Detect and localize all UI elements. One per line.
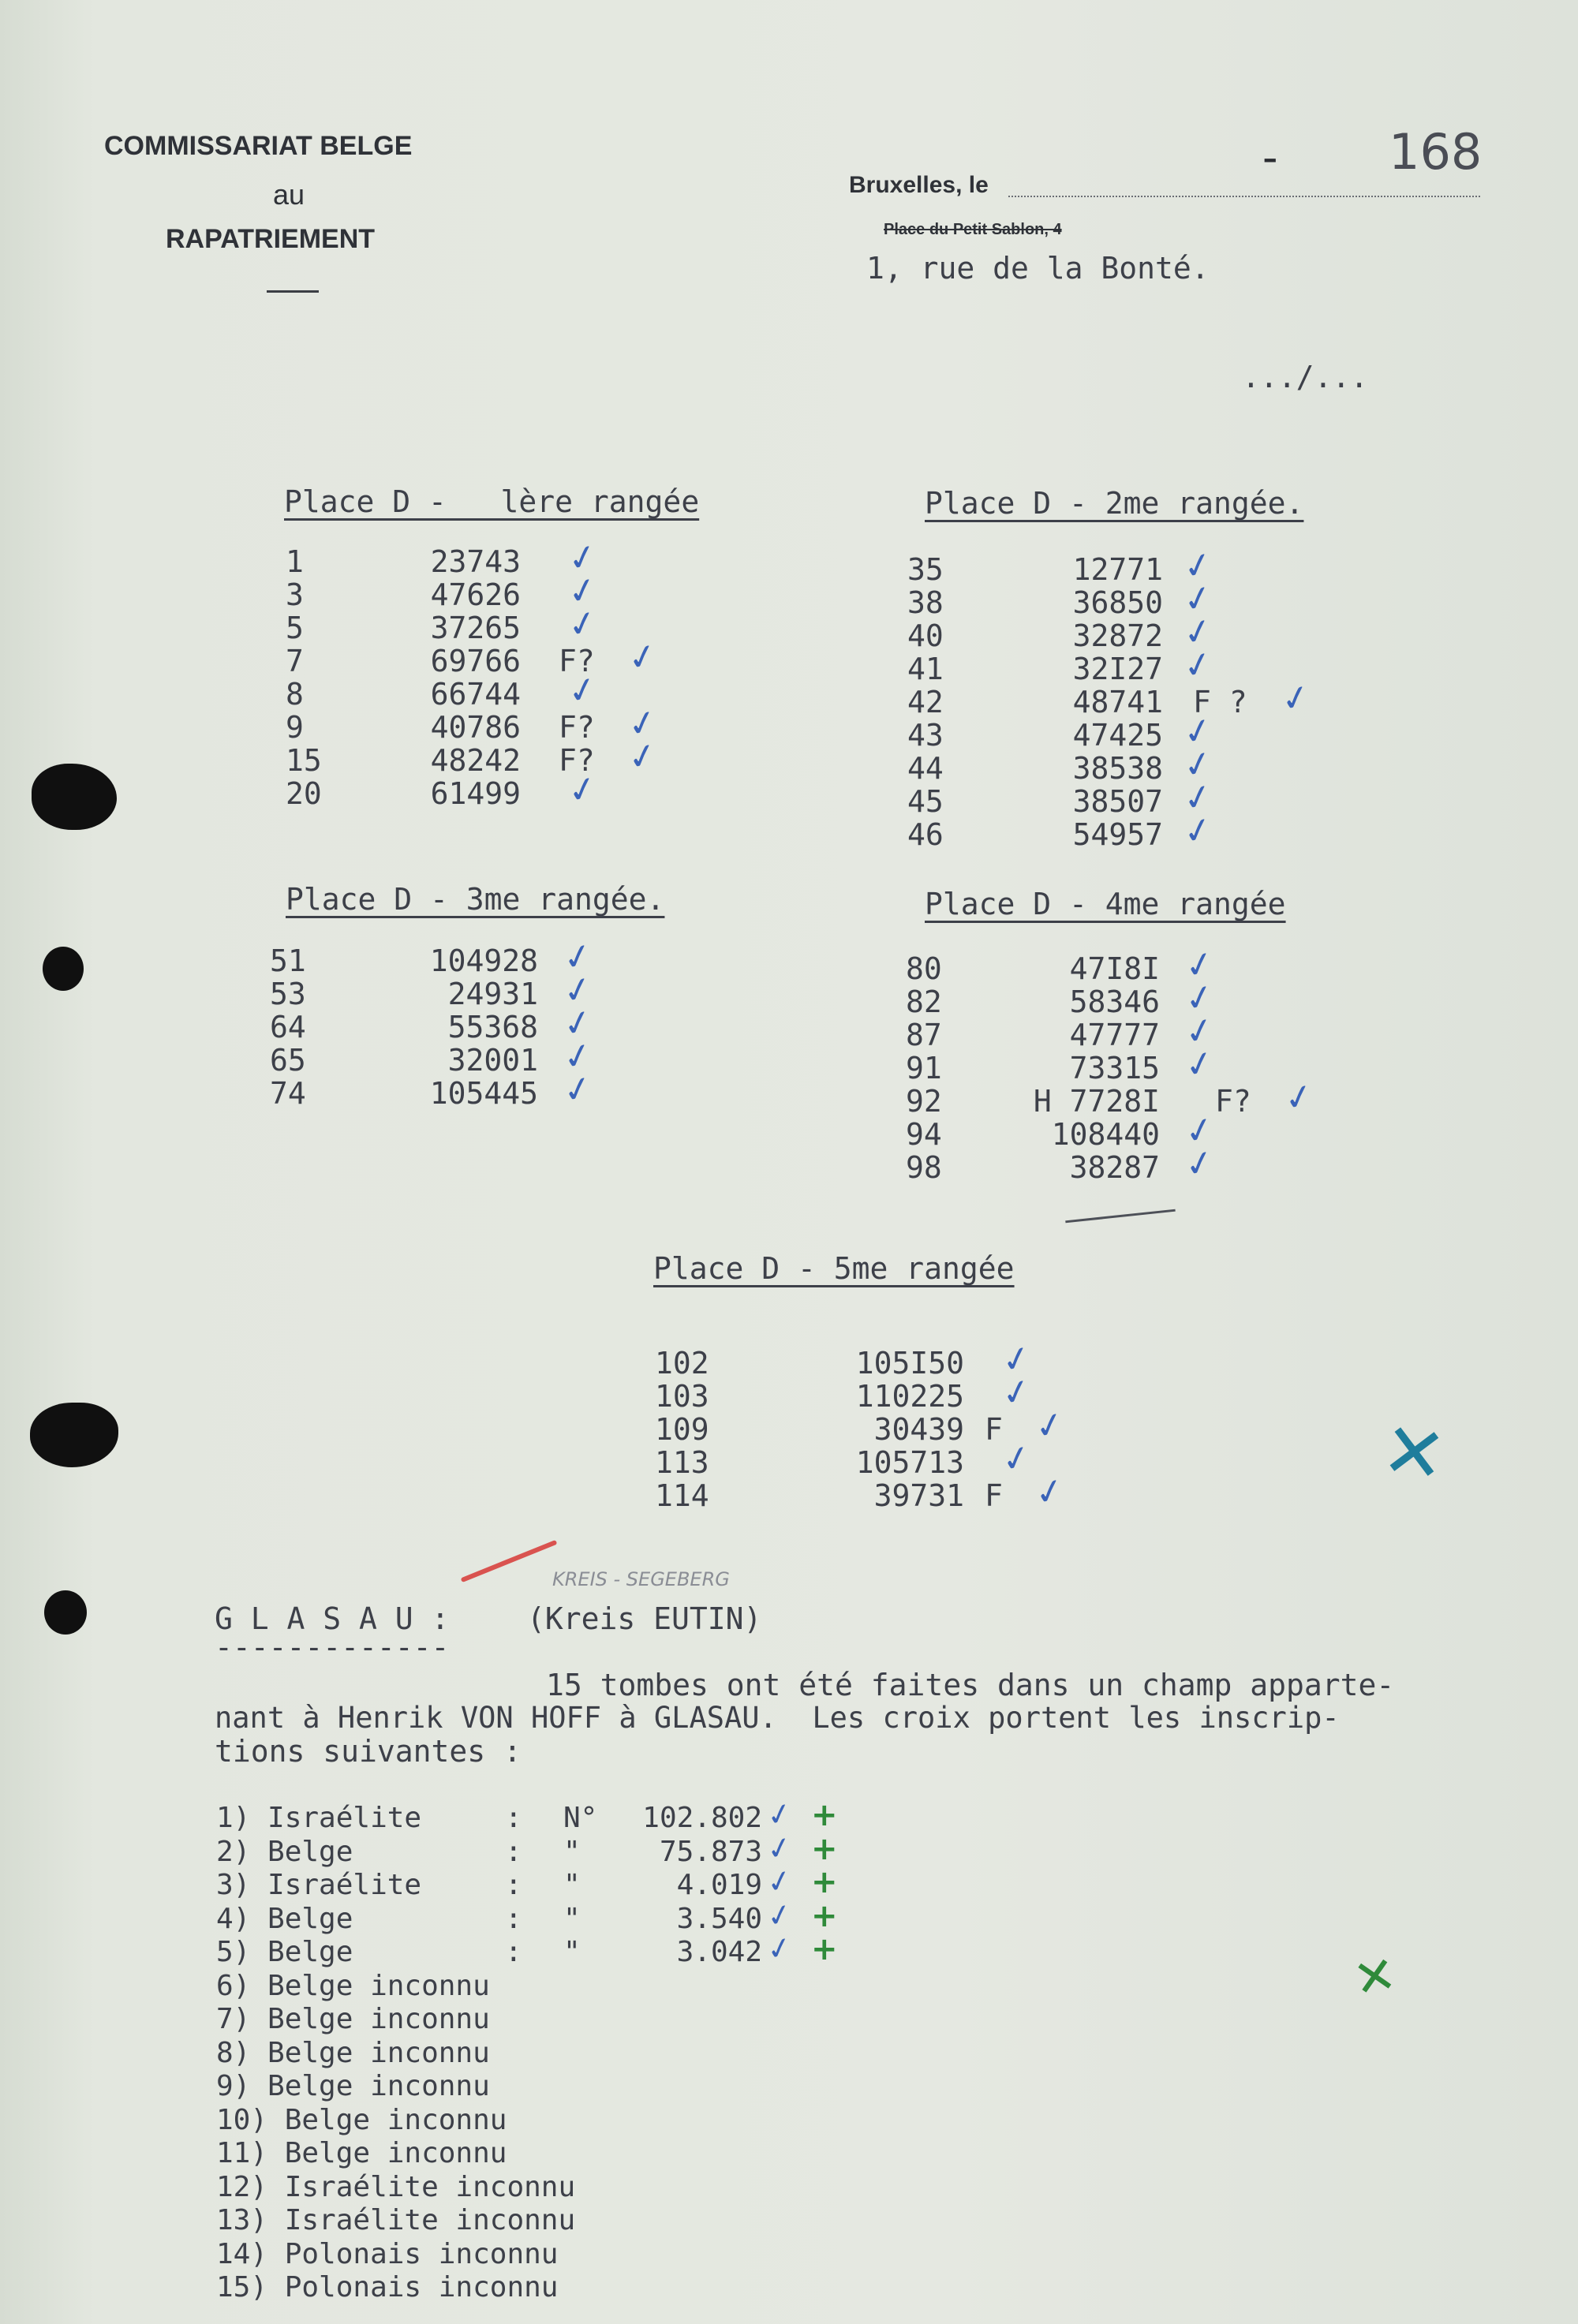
row-value: 36850 [1072, 585, 1163, 620]
section-title-3: Place D - 3me rangée. [286, 882, 665, 917]
check-mark: ✓ [998, 1336, 1035, 1383]
row-value: 105713 [855, 1445, 964, 1480]
list-item: 4) Belge [216, 1902, 353, 1935]
row-value: 24931 [447, 977, 538, 1011]
check-mark: ✓ [624, 734, 661, 780]
header-rule [267, 290, 319, 293]
list-grave-number: 3.042 [676, 1936, 762, 1968]
glasau-subheading: (Kreis EUTIN) [527, 1601, 762, 1636]
row-value: 47425 [1072, 718, 1163, 753]
list-colon: : [505, 1802, 522, 1834]
green-plus-mark: + [811, 1931, 838, 1967]
check-mark: ✓ [564, 601, 601, 648]
row-number: 102 [655, 1346, 709, 1381]
check-mark: ✓ [998, 1369, 1035, 1416]
row-value: 32I27 [1072, 652, 1163, 686]
row-value: 47I8I [1069, 951, 1160, 986]
check-mark: ✓ [1180, 708, 1217, 755]
row-number: 7 [286, 644, 304, 678]
check-mark: ✓ [1180, 543, 1217, 589]
check-mark: ✓ [564, 568, 601, 615]
address: 1, rue de la Bonté. [866, 251, 1210, 286]
city-label: Bruxelles, le [849, 172, 989, 198]
section-title-4: Place D - 4me rangée [925, 887, 1286, 921]
row-number: 114 [655, 1478, 709, 1513]
row-number: 44 [907, 751, 944, 786]
check-mark: ✓ [763, 1895, 796, 1935]
section-title-5: Place D - 5me rangée [653, 1251, 1015, 1286]
row-number: 94 [906, 1117, 942, 1152]
check-mark: ✓ [1180, 775, 1217, 821]
row-value: 37265 [430, 611, 521, 645]
list-item: 10) Belge inconnu [216, 2103, 507, 2136]
row-number: 15 [286, 743, 322, 778]
row-value: 40786 [430, 710, 521, 745]
row-number: 109 [655, 1412, 709, 1447]
paragraph-line-3: tions suivantes : [215, 1734, 522, 1769]
row-number: 40 [907, 618, 944, 653]
row-number: 64 [270, 1010, 306, 1044]
check-mark: ✓ [564, 767, 601, 813]
list-colon: : [505, 1936, 522, 1968]
check-mark: ✓ [1031, 1403, 1068, 1449]
check-mark: ✓ [763, 1828, 796, 1868]
row-value: 23743 [430, 544, 521, 579]
green-plus-mark: + [811, 1830, 838, 1867]
row-value: 38287 [1069, 1150, 1160, 1185]
check-mark: ✓ [559, 1067, 596, 1113]
glasau-heading: G L A S A U : [215, 1601, 450, 1636]
list-grave-number: 102.802 [642, 1802, 762, 1834]
org-line-1: COMMISSARIAT BELGE [104, 131, 413, 161]
check-mark: ✓ [564, 535, 601, 581]
row-value: 58346 [1069, 985, 1160, 1019]
row-flag: F? [559, 743, 595, 778]
row-number: 65 [270, 1043, 306, 1078]
check-mark: ✓ [763, 1795, 796, 1834]
check-mark: ✓ [624, 634, 661, 681]
check-mark: ✓ [1180, 642, 1217, 689]
punch-hole-2 [43, 947, 84, 991]
check-mark: ✓ [564, 667, 601, 714]
check-mark: ✓ [1180, 742, 1217, 788]
row-number: 51 [270, 943, 306, 978]
list-item: 13) Israélite inconnu [216, 2204, 576, 2236]
row-number: 35 [907, 552, 944, 587]
row-value: 54957 [1072, 817, 1163, 852]
row-number: 43 [907, 718, 944, 753]
row-number: 87 [906, 1018, 942, 1052]
row-value: 32872 [1072, 618, 1163, 653]
row-value: 69766 [430, 644, 521, 678]
check-mark: ✓ [1281, 1074, 1318, 1121]
list-colon: : [505, 1835, 522, 1868]
row-value: 105I50 [855, 1346, 964, 1381]
list-item: 3) Israélite [216, 1869, 422, 1901]
row-number: 103 [655, 1379, 709, 1414]
punch-hole-1 [32, 764, 117, 830]
org-line-3: RAPATRIEMENT [166, 224, 376, 254]
check-mark: ✓ [1031, 1469, 1068, 1515]
row-number: 8 [286, 677, 304, 712]
row-value: 73315 [1069, 1051, 1160, 1085]
green-plus-mark: + [811, 1864, 838, 1900]
stray-pen-stroke [1065, 1209, 1176, 1224]
row-value: 105445 [429, 1076, 538, 1111]
row-value: 48242 [430, 743, 521, 778]
row-value: 38538 [1072, 751, 1163, 786]
row-value: H 7728I [1033, 1084, 1160, 1119]
row-number: 41 [907, 652, 944, 686]
row-value: 47626 [430, 577, 521, 612]
list-grave-number: 75.873 [659, 1835, 762, 1868]
row-value: 39731 [873, 1478, 964, 1513]
row-number: 53 [270, 977, 306, 1011]
paragraph-line-1: 15 tombes ont été faites dans un champ apparte- [546, 1668, 1395, 1702]
check-mark: ✓ [1180, 576, 1217, 622]
list-item: 11) Belge inconnu [216, 2137, 507, 2169]
punch-hole-4 [44, 1590, 87, 1635]
row-value: 48741 [1072, 685, 1163, 719]
list-grave-number: 4.019 [676, 1869, 762, 1901]
list-item: 7) Belge inconnu [216, 2003, 490, 2035]
row-number: 113 [655, 1445, 709, 1480]
glasau-underline: ------------- [215, 1630, 450, 1665]
row-flag: F [985, 1478, 1003, 1513]
list-prefix: " [563, 1869, 581, 1901]
row-flag: F [985, 1412, 1003, 1447]
kreis-annotation: KREIS - SEGEBERG [552, 1568, 730, 1590]
list-prefix: " [563, 1936, 581, 1968]
row-value: 12771 [1072, 552, 1163, 587]
paragraph-line-2: nant à Henrik VON HOFF à GLASAU. Les croix portent les inscrip- [215, 1701, 1340, 1735]
row-value: 110225 [855, 1379, 964, 1414]
check-mark: ✓ [1277, 675, 1314, 722]
list-colon: : [505, 1869, 522, 1901]
date-line [1008, 196, 1480, 197]
list-colon: : [505, 1902, 522, 1935]
check-mark: ✓ [624, 701, 661, 747]
row-value: 55368 [447, 1010, 538, 1044]
list-prefix: " [563, 1902, 581, 1935]
list-grave-number: 3.540 [676, 1902, 762, 1935]
check-mark: ✓ [559, 1033, 596, 1080]
row-number: 20 [286, 776, 322, 811]
green-plus-mark: + [811, 1797, 838, 1833]
row-number: 98 [906, 1150, 942, 1185]
list-item: 8) Belge inconnu [216, 2036, 490, 2069]
row-number: 80 [906, 951, 942, 986]
check-mark: ✓ [763, 1862, 796, 1901]
row-number: 45 [907, 784, 944, 819]
page-number: 168 [1389, 123, 1483, 181]
green-cross-mark: ✕ [1348, 1945, 1401, 2011]
page-dash: - [1262, 133, 1278, 182]
list-item: 15) Polonais inconnu [216, 2271, 559, 2303]
row-number: 42 [907, 685, 944, 719]
row-value: 108440 [1051, 1117, 1160, 1152]
row-number: 74 [270, 1076, 306, 1111]
row-value: 32001 [447, 1043, 538, 1078]
row-value: 30439 [873, 1412, 964, 1447]
check-mark: ✓ [1181, 975, 1218, 1022]
row-number: 46 [907, 817, 944, 852]
teal-cross-mark: ✕ [1376, 1404, 1452, 1502]
row-flag: F? [559, 710, 595, 745]
old-address: Place du Petit Sablon, 4 [884, 221, 1062, 238]
row-value: 38507 [1072, 784, 1163, 819]
row-flag: F? [559, 644, 595, 678]
check-mark: ✓ [763, 1929, 796, 1968]
list-prefix: " [563, 1835, 581, 1868]
red-check-stroke [461, 1540, 558, 1582]
section-title-1: Place D - lère rangée [284, 484, 700, 519]
check-mark: ✓ [1181, 1141, 1218, 1187]
row-value: 47777 [1069, 1018, 1160, 1052]
row-number: 82 [906, 985, 942, 1019]
check-mark: ✓ [998, 1436, 1035, 1482]
row-number: 5 [286, 611, 304, 645]
list-item: 2) Belge [216, 1835, 353, 1868]
punch-hole-3 [30, 1403, 118, 1467]
check-mark: ✓ [1180, 808, 1217, 854]
row-number: 3 [286, 577, 304, 612]
row-number: 91 [906, 1051, 942, 1085]
list-item: 14) Polonais inconnu [216, 2237, 559, 2270]
green-plus-mark: + [811, 1897, 838, 1934]
row-number: 92 [906, 1084, 942, 1119]
row-value: 104928 [429, 943, 538, 978]
check-mark: ✓ [559, 934, 596, 981]
row-value: 61499 [430, 776, 521, 811]
check-mark: ✓ [559, 967, 596, 1014]
continuation: .../... [1242, 360, 1369, 394]
row-number: 9 [286, 710, 304, 745]
list-item: 1) Israélite [216, 1802, 422, 1834]
check-mark: ✓ [1181, 1108, 1218, 1154]
list-item: 9) Belge inconnu [216, 2070, 490, 2102]
row-flag: F? [1215, 1084, 1251, 1119]
org-line-2: au [273, 178, 305, 211]
list-prefix: N° [563, 1802, 598, 1834]
check-mark: ✓ [559, 1000, 596, 1047]
check-mark: ✓ [1181, 1041, 1218, 1088]
row-value: 66744 [430, 677, 521, 712]
section-title-2: Place D - 2me rangée. [925, 486, 1304, 521]
check-mark: ✓ [1181, 942, 1218, 988]
row-flag: F ? [1193, 685, 1247, 719]
row-number: 38 [907, 585, 944, 620]
check-mark: ✓ [1180, 609, 1217, 656]
check-mark: ✓ [1181, 1008, 1218, 1055]
list-item: 5) Belge [216, 1936, 353, 1968]
list-item: 12) Israélite inconnu [216, 2170, 576, 2203]
list-item: 6) Belge inconnu [216, 1969, 490, 2002]
row-number: 1 [286, 544, 304, 579]
